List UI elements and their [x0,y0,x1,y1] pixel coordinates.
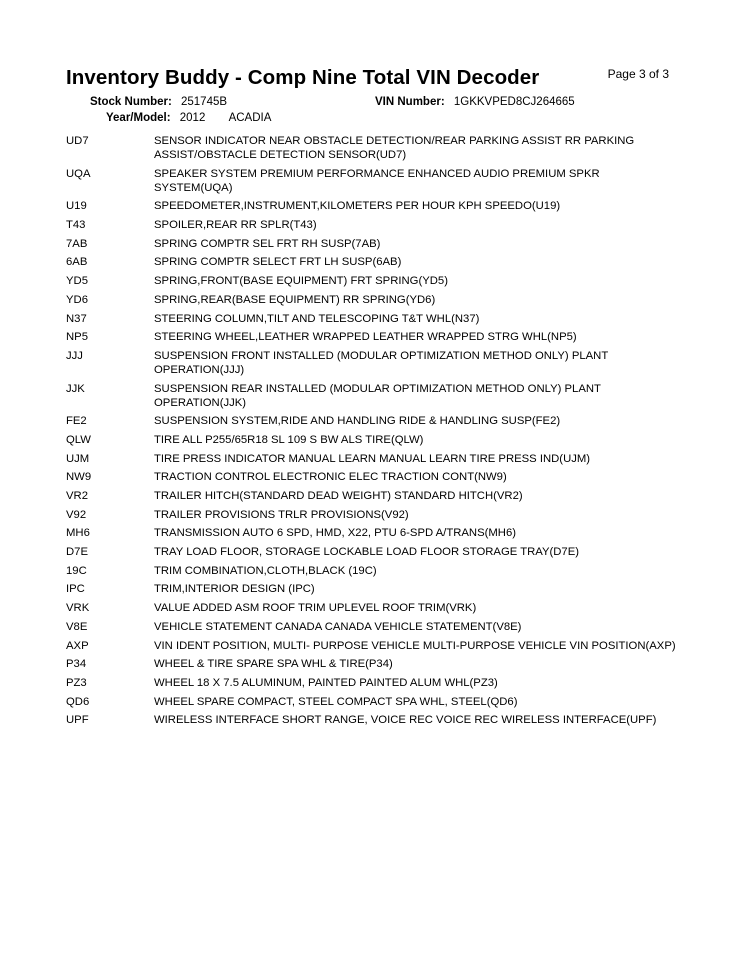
option-row [66,545,676,559]
option-description: SPRING,FRONT(BASE EQUIPMENT) FRT SPRING(YD5) [154,275,448,288]
option-code: 7AB [66,237,88,250]
option-row [66,695,676,709]
option-row [66,255,676,269]
option-description: SPRING COMPTR SELECT FRT LH SUSP(6AB) [154,256,402,269]
option-code: AXP [66,639,89,652]
year-model-label: Year/Model: [106,112,171,124]
option-description: WHEEL SPARE COMPACT, STEEL COMPACT SPA WHL, STEEL(QD6) [154,695,518,708]
option-code: N37 [66,312,87,325]
year-value: 2012 [179,112,206,124]
option-code: YD6 [66,293,88,306]
option-code: NP5 [66,331,88,344]
option-code: V8E [66,620,88,633]
option-code: 6AB [66,256,88,269]
option-description: TRIM,INTERIOR DESIGN (IPC) [154,583,315,596]
option-code: UD7 [66,135,89,147]
option-row [66,134,676,162]
option-code: UPF [66,714,89,727]
option-row [66,452,676,466]
option-code: D7E [66,546,88,559]
option-row [66,582,676,596]
option-code: P34 [66,658,87,671]
option-description: SPRING,REAR(BASE EQUIPMENT) RR SPRING(YD6) [154,293,436,306]
option-description: TRIM COMBINATION,CLOTH,BLACK (19C) [154,564,377,577]
stock-number-field [90,96,227,108]
option-row [66,526,676,540]
option-description: VALUE ADDED ASM ROOF TRIM UPLEVEL ROOF TRIM(VRK) [154,602,477,615]
model-value: ACADIA [228,112,272,124]
option-code: QLW [66,433,91,446]
option-row [66,349,676,377]
page-title: Inventory Buddy - Comp Nine Total VIN Decoder [66,66,540,89]
option-description: VEHICLE STATEMENT CANADA CANADA VEHICLE STATEMENT(V8E) [154,620,522,633]
option-code: V92 [66,508,87,521]
option-description: TIRE PRESS INDICATOR MANUAL LEARN MANUAL LEARN TIRE PRESS IND(UJM) [154,452,591,465]
option-code: T43 [66,219,86,232]
option-code: FE2 [66,415,87,428]
option-code: JJK [66,382,85,395]
option-description: SUSPENSION FRONT INSTALLED (MODULAR OPTIMIZATION METHOD ONLY) PLANT OPERATION(JJJ) [154,349,609,376]
option-code: YD5 [66,275,88,288]
option-row [66,167,676,195]
option-row [66,657,676,671]
option-code: VRK [66,602,90,615]
option-description: SUSPENSION SYSTEM,RIDE AND HANDLING RIDE & HANDLING SUSP(FE2) [154,415,561,428]
option-description: SPRING COMPTR SEL FRT RH SUSP(7AB) [154,237,381,250]
option-code: JJJ [66,349,83,362]
option-description: TIRE ALL P255/65R18 SL 109 S BW ALS TIRE(QLW) [154,433,424,446]
vin-number-value: 1GKKVPED8CJ264665 [453,96,575,108]
option-row [66,382,676,410]
option-row [66,564,676,578]
option-row [66,274,676,288]
option-row [66,199,676,213]
option-description: TRAY LOAD FLOOR, STORAGE LOCKABLE LOAD FLOOR STORAGE TRAY(D7E) [154,546,579,559]
option-code: NW9 [66,471,92,484]
stock-number-label: Stock Number: [90,96,172,108]
option-description: SENSOR INDICATOR NEAR OBSTACLE DETECTION/REAR PARKING ASSIST RR PARKING ASSIST/OBSTACLE DETECTION SENSOR(UD7) [154,135,635,161]
stock-number-value: 251745B [181,96,228,108]
option-row [66,218,676,232]
option-row [66,620,676,634]
option-description: WIRELESS INTERFACE SHORT RANGE, VOICE REC VOICE REC WIRELESS INTERFACE(UPF) [154,714,657,727]
option-code: QD6 [66,695,90,708]
option-row [66,676,676,690]
option-description: TRACTION CONTROL ELECTRONIC ELEC TRACTION CONT(NW9) [154,471,507,484]
option-description: SPOILER,REAR RR SPLR(T43) [154,219,317,232]
option-code: PZ3 [66,676,87,689]
option-code: 19C [66,564,87,577]
option-code: MH6 [66,527,90,540]
option-row [66,639,676,653]
option-row [66,713,676,727]
option-description: TRANSMISSION AUTO 6 SPD, HMD, X22, PTU 6-SPD A/TRANS(MH6) [154,527,516,540]
option-row [66,414,676,428]
option-description: VIN IDENT POSITION, MULTI- PURPOSE VEHICLE MULTI-PURPOSE VEHICLE VIN POSITION(AXP) [154,639,676,652]
year-model-field [106,112,271,124]
option-row [66,237,676,251]
option-description: STEERING WHEEL,LEATHER WRAPPED LEATHER WRAPPED STRG WHL(NP5) [154,331,577,344]
option-code: UJM [66,452,90,465]
option-description: SPEAKER SYSTEM PREMIUM PERFORMANCE ENHANCED AUDIO PREMIUM SPKR SYSTEM(UQA) [154,167,600,194]
option-row [66,330,676,344]
option-description: WHEEL 18 X 7.5 ALUMINUM, PAINTED PAINTED ALUM WHL(PZ3) [154,676,498,689]
option-row [66,508,676,522]
option-row [66,470,676,484]
option-code: U19 [66,200,87,213]
vin-number-label: VIN Number: [375,96,445,108]
option-code-list [66,134,676,732]
vin-number-field [375,96,575,108]
option-row [66,601,676,615]
option-row [66,293,676,307]
option-description: SUSPENSION REAR INSTALLED (MODULAR OPTIMIZATION METHOD ONLY) PLANT OPERATION(JJK) [154,382,601,409]
option-code: VR2 [66,490,88,502]
option-description: STEERING COLUMN,TILT AND TELESCOPING T&T WHL(N37) [154,312,480,325]
option-description: TRAILER PROVISIONS TRLR PROVISIONS(V92) [154,508,409,521]
page-number: Page 3 of 3 [607,67,669,81]
option-description: SPEEDOMETER,INSTRUMENT,KILOMETERS PER HOUR KPH SPEEDO(U19) [154,200,561,213]
option-description: WHEEL & TIRE SPARE SPA WHL & TIRE(P34) [154,658,393,671]
option-row [66,489,676,503]
option-code: IPC [66,583,85,596]
option-row [66,433,676,447]
option-description: TRAILER HITCH(STANDARD DEAD WEIGHT) STANDARD HITCH(VR2) [154,490,523,502]
option-row [66,312,676,326]
option-code: UQA [66,167,91,180]
